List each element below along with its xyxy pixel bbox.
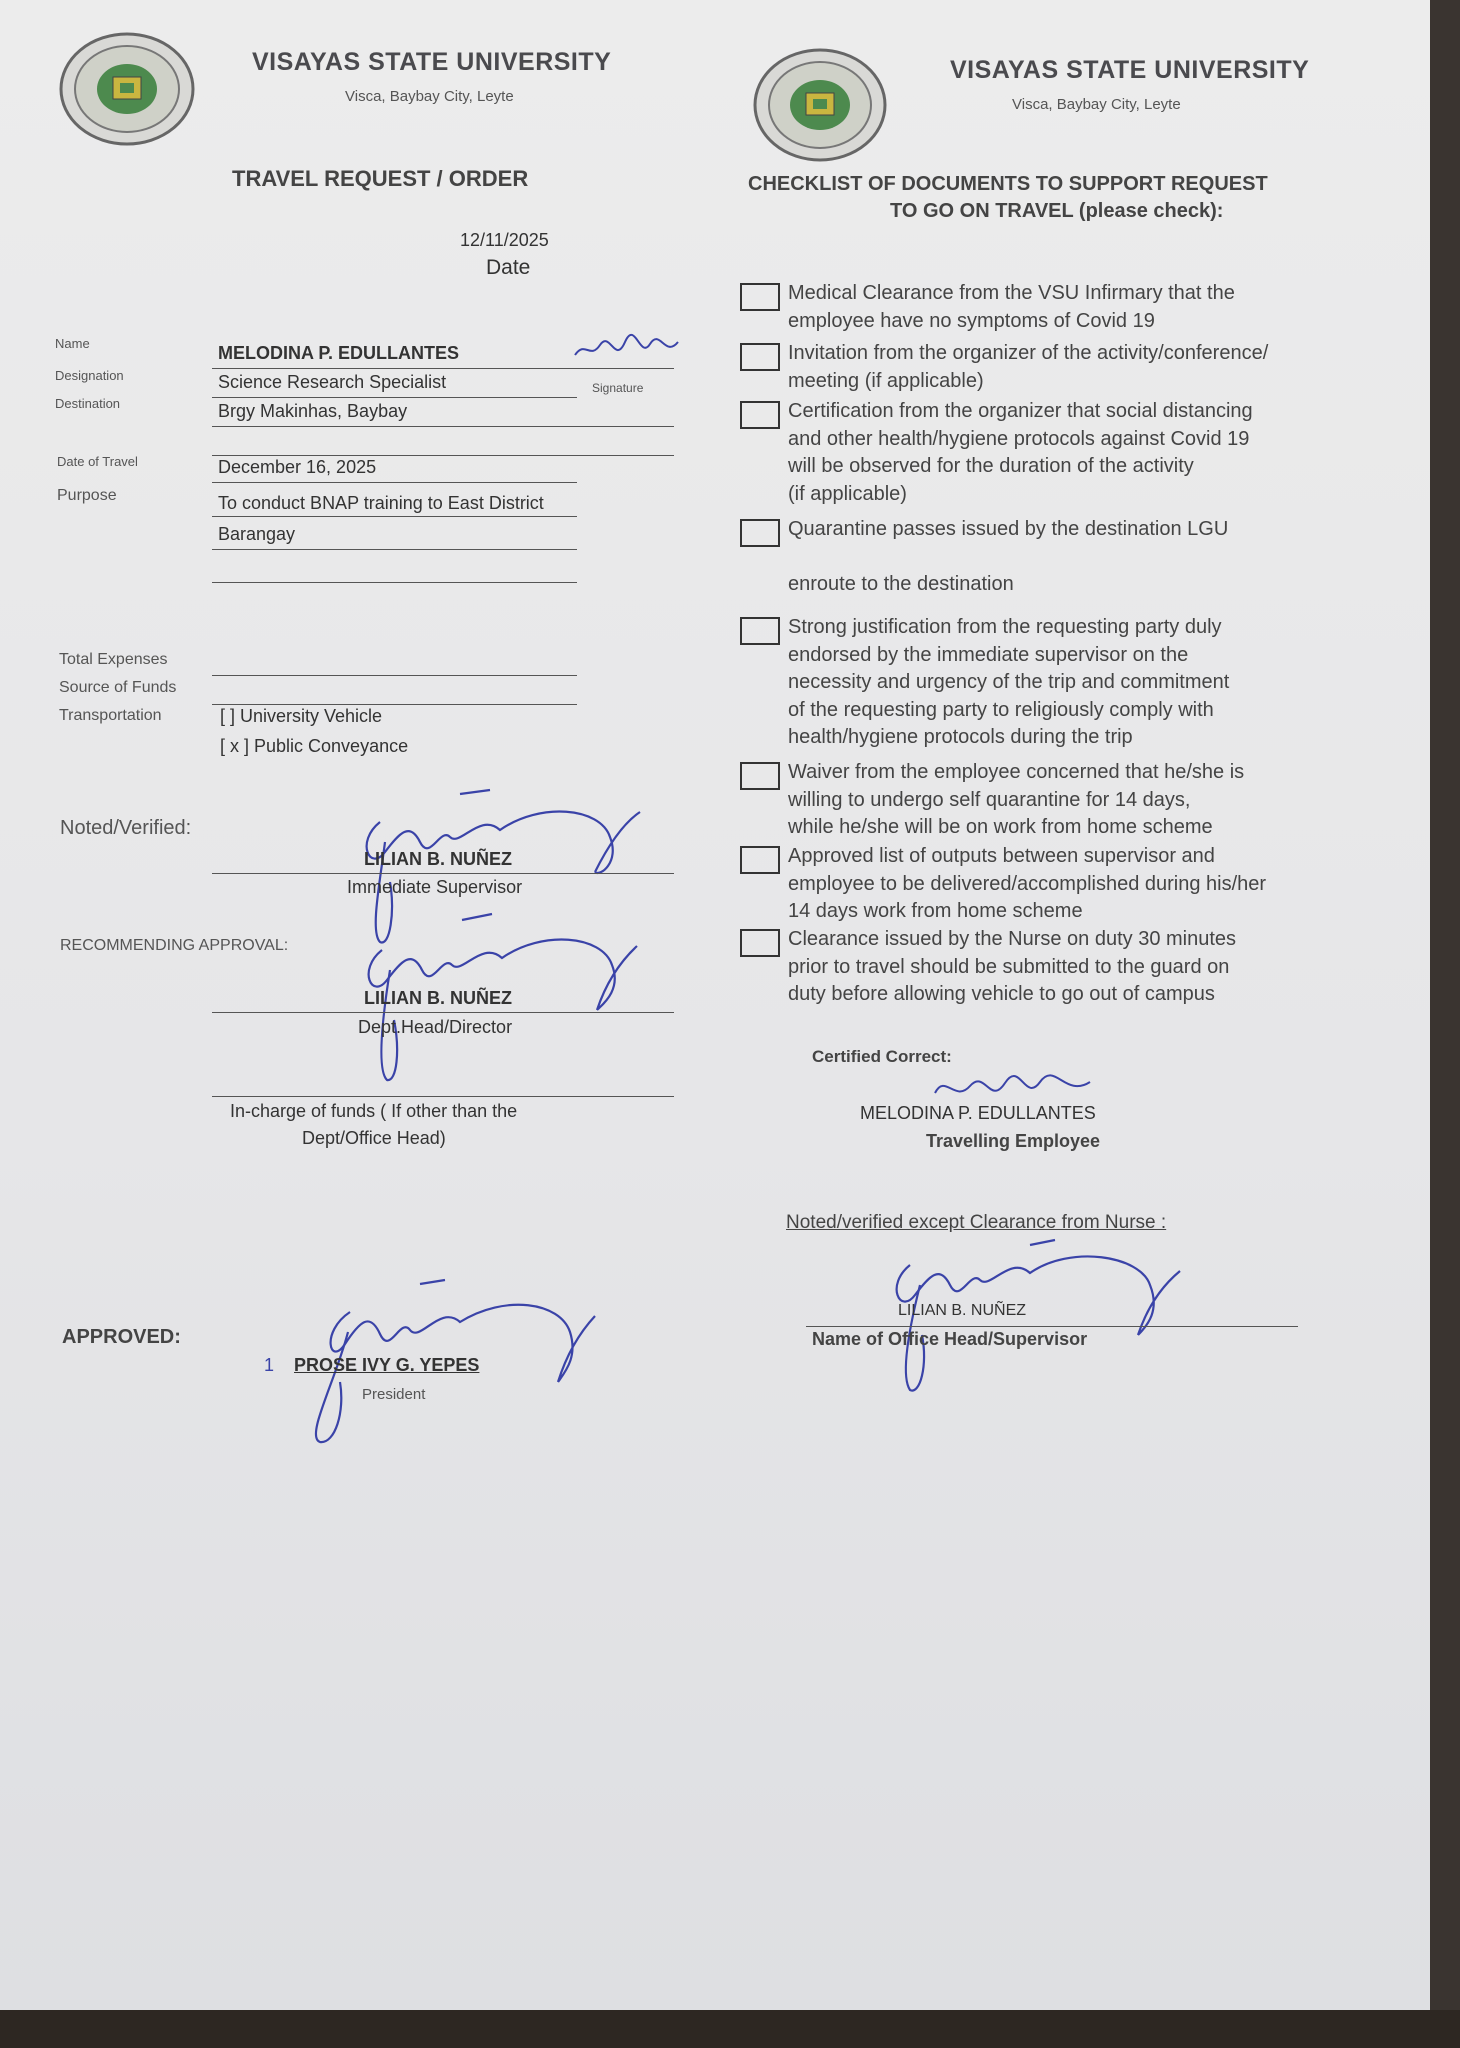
checklist-item-text: Invitation from the organizer of the activity/conference/ xyxy=(788,342,1269,364)
checklist-item-text: endorsed by the immediate supervisor on the xyxy=(788,643,1189,666)
destination-label: Destination xyxy=(55,396,121,411)
checklist-item-text: of the requesting party to religiously comply with xyxy=(788,698,1214,721)
total-expenses-label: Total Expenses xyxy=(59,651,168,668)
checklist-checkbox[interactable] xyxy=(740,519,780,547)
incharge-funds-line1: In-charge of funds ( If other than the xyxy=(230,1101,518,1121)
travelling-employee-name: MELODINA P. EDULLANTES xyxy=(860,1103,1096,1123)
office-head-label: Name of Office Head/Supervisor xyxy=(812,1329,1088,1349)
transport-public-conveyance: [ x ] Public Conveyance xyxy=(220,736,409,756)
checklist-checkbox[interactable] xyxy=(740,401,780,429)
checklist-university-address: Visca, Baybay City, Leyte xyxy=(1012,96,1181,113)
designation-value: Science Research Specialist xyxy=(218,372,447,392)
incharge-funds-line2: Dept/Office Head) xyxy=(302,1128,446,1148)
name-label: Name xyxy=(55,336,90,351)
designation-label: Designation xyxy=(55,368,124,383)
checklist-item-text: Certification from the organizer that social distancing xyxy=(788,400,1253,422)
checklist-item-text: Approved list of outputs between supervisor and xyxy=(788,845,1215,867)
signature-label: Signature xyxy=(592,381,644,395)
purpose-value-line1: To conduct BNAP training to East District xyxy=(218,493,544,513)
checklist-checkbox[interactable] xyxy=(740,617,780,645)
checklist-item-text: Medical Clearance from the VSU Infirmary that the xyxy=(788,282,1235,304)
checklist-title-line1: CHECKLIST OF DOCUMENTS TO SUPPORT REQUEST xyxy=(748,173,1268,195)
date-travel-label: Date of Travel xyxy=(57,454,138,469)
checklist-item-text: employee have no symptoms of Covid 19 xyxy=(788,309,1155,332)
checklist-checkbox[interactable] xyxy=(740,762,780,790)
form-title: TRAVEL REQUEST / ORDER xyxy=(232,166,529,191)
recommending-approval-label: RECOMMENDING APPROVAL: xyxy=(60,937,289,954)
supervisor-name: LILIAN B. NUÑEZ xyxy=(364,849,512,869)
checklist-university-name: VISAYAS STATE UNIVERSITY xyxy=(950,56,1310,84)
checklist-item-text: will be observed for the duration of the activity xyxy=(788,455,1194,477)
checklist-item-text: Quarantine passes issued by the destination LGU xyxy=(788,518,1229,540)
checklist-item-text: 14 days work from home scheme xyxy=(788,900,1083,922)
noted-except-label: Noted/verified except Clearance from Nurse : xyxy=(786,1212,1167,1233)
president-title: President xyxy=(362,1386,426,1403)
checklist-item-text: meeting (if applicable) xyxy=(788,369,984,392)
checklist-checkbox[interactable] xyxy=(740,283,780,311)
checklist-item-text: and other health/hygiene protocols against Covid 19 xyxy=(788,427,1250,450)
university-name: VISAYAS STATE UNIVERSITY xyxy=(252,48,612,76)
checklist-item-text: willing to undergo self quarantine for 14 days, xyxy=(788,788,1191,811)
table-edge xyxy=(0,2010,1460,2048)
university-seal-icon xyxy=(752,48,888,163)
office-head-name: LILIAN B. NUÑEZ xyxy=(898,1302,1027,1319)
checklist-item-text: enroute to the destination xyxy=(788,573,1014,595)
certified-correct-label: Certified Correct: xyxy=(812,1047,952,1066)
checklist-item-text: prior to travel should be submitted to the guard on xyxy=(788,955,1230,978)
purpose-label: Purpose xyxy=(57,487,117,504)
date-travel-value: December 16, 2025 xyxy=(218,457,377,477)
purpose-value-line2: Barangay xyxy=(218,524,296,544)
checklist-item-text: duty before allowing vehicle to go out of campus xyxy=(788,983,1215,1005)
checklist-title-line2: TO GO ON TRAVEL (please check): xyxy=(890,200,1224,222)
noted-verified-label: Noted/Verified: xyxy=(60,817,192,839)
destination-value: Brgy Makinhas, Baybay xyxy=(218,401,408,421)
checklist-item-text: Strong justification from the requesting party duly xyxy=(788,616,1222,638)
university-seal-icon xyxy=(58,32,196,147)
date-value: 12/11/2025 xyxy=(460,230,549,250)
checklist-checkbox[interactable] xyxy=(740,343,780,371)
dept-head-title: Dept.Head/Director xyxy=(358,1017,513,1037)
checklist-item-text: while he/she will be on work from home scheme xyxy=(788,816,1213,838)
name-value: MELODINA P. EDULLANTES xyxy=(218,343,460,363)
travelling-employee-title: Travelling Employee xyxy=(926,1131,1101,1151)
university-address: Visca, Baybay City, Leyte xyxy=(345,88,514,105)
date-label: Date xyxy=(486,256,531,279)
checklist-item-text: employee to be delivered/accomplished during his/her xyxy=(788,872,1267,895)
checklist-item-text: (if applicable) xyxy=(788,482,907,505)
president-name: PROSE IVY G. YEPES xyxy=(294,1355,480,1375)
checklist-item-text: health/hygiene protocols during the trip xyxy=(788,726,1133,748)
checklist-checkbox[interactable] xyxy=(740,929,780,957)
transport-university-vehicle: [ ] University Vehicle xyxy=(220,706,383,726)
checklist-checkbox[interactable] xyxy=(740,846,780,874)
transportation-label: Transportation xyxy=(59,707,162,724)
supervisor-title: Immediate Supervisor xyxy=(347,877,523,897)
president-mark: 1 xyxy=(264,1355,275,1375)
checklist-item-text: Waiver from the employee concerned that he/she is xyxy=(788,761,1245,783)
employee-signature-icon xyxy=(570,330,685,375)
source-funds-label: Source of Funds xyxy=(59,679,177,696)
checklist-item-text: Clearance issued by the Nurse on duty 30 minutes xyxy=(788,928,1237,950)
dept-head-name: LILIAN B. NUÑEZ xyxy=(364,988,512,1008)
approved-label: APPROVED: xyxy=(62,1326,181,1348)
checklist-item-text: necessity and urgency of the trip and commitment xyxy=(788,671,1230,693)
